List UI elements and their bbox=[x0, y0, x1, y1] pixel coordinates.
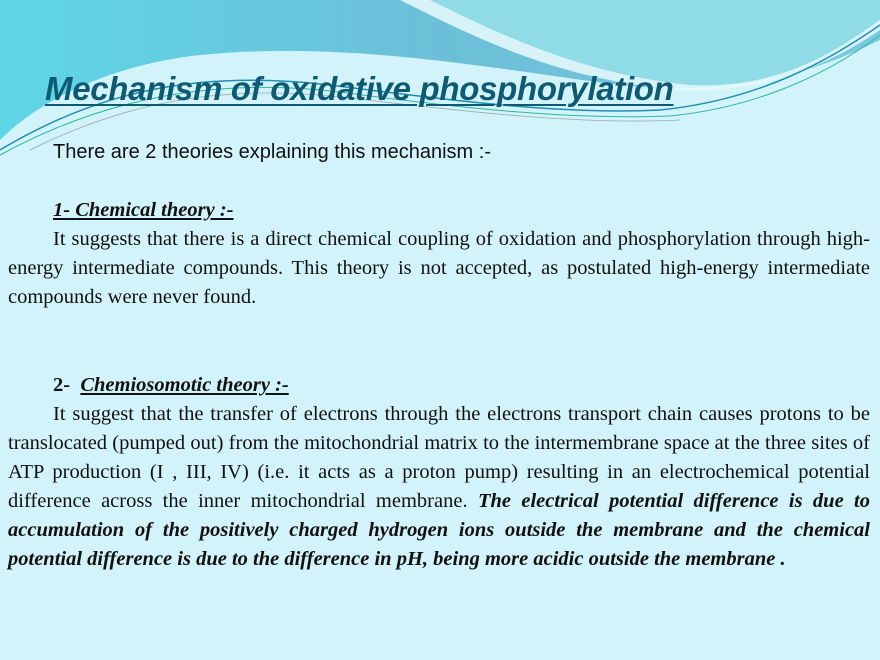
section-heading bbox=[8, 196, 870, 225]
section-chemical-theory bbox=[8, 196, 870, 312]
intro-text: There are 2 theories explaining this mechanism :- bbox=[53, 141, 491, 163]
section-paragraph: It suggests that there is a direct chemical coupling of oxidation and phosphorylation through high-energy intermediate compounds. This theory is not accepted, as postulated high-energy intermediate compounds were never found. bbox=[8, 228, 870, 308]
section-title: Chemiosomotic theory :- bbox=[80, 374, 289, 396]
slide-title: Mechanism of oxidative phosphorylation bbox=[45, 70, 674, 107]
section-paragraph bbox=[8, 400, 870, 574]
section-title: Chemical theory :- bbox=[75, 199, 234, 221]
section-number: 1- bbox=[53, 199, 71, 221]
section-number: 2- bbox=[53, 374, 71, 396]
paragraph-text: It suggest that the transfer of electrons through the electrons transport chain causes protons to be translocated (pumped out) from the mitochondrial matrix to the intermembrane space at the three sites of ATP production (I , III, IV) (i.e. it acts as a proton pump) resulting in an electrochemical potential difference across the inner mitochondrial membrane. bbox=[8, 403, 870, 512]
section-chemiosmotic-theory bbox=[8, 371, 870, 574]
section-heading bbox=[8, 371, 870, 400]
emphasis-text: The electrical potential difference is due to accumulation of the positively charged hydrogen ions outside the membrane and the chemical potential difference is due to the difference in pH, being more acidic outside the membrane . bbox=[8, 490, 870, 570]
